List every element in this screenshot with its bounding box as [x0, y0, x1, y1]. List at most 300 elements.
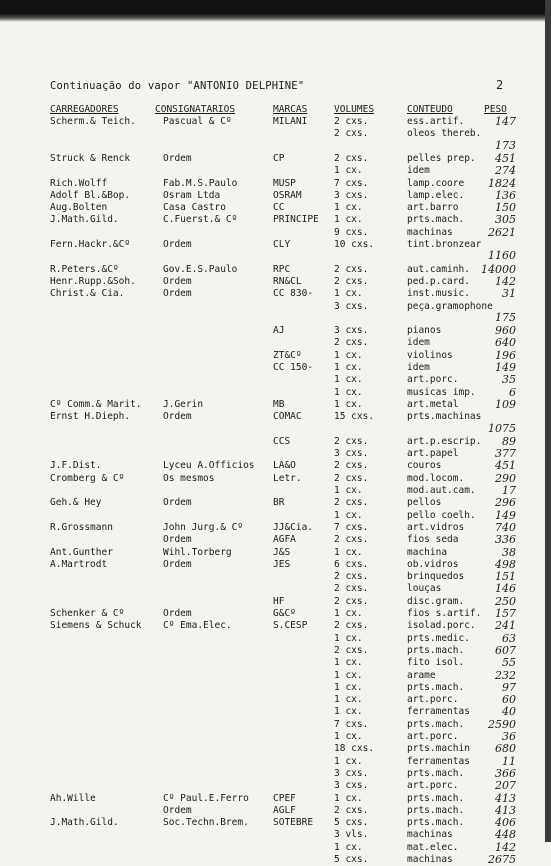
consignatario-cell: C.Fuerst.& Cº [163, 214, 238, 226]
table-row [0, 522, 551, 534]
conteudo-cell: machinas [407, 829, 453, 841]
volumes-cell: 3 cxs. [334, 189, 369, 201]
conteudo-cell: prts.mach. [407, 792, 465, 804]
peso-cell: 151 [495, 570, 516, 584]
conteudo-cell: art.papel [407, 448, 459, 460]
marca-cell: HF [273, 595, 285, 607]
carregador-cell: Rich.Wolff [50, 177, 108, 189]
conteudo-cell: brinquedos [407, 571, 465, 583]
carregador-cell: Cromberg & Cº [50, 472, 125, 484]
carregador-cell: Cº Comm.& Marit. [50, 398, 142, 410]
consignatario-cell: Ordem [163, 275, 192, 287]
peso-cell: 2621 [488, 225, 516, 239]
volumes-cell: 3 cxs. [334, 448, 369, 460]
consignatario-cell: Lyceu A.Officios [163, 460, 255, 472]
peso-cell: 147 [495, 115, 516, 128]
table-row [0, 719, 551, 731]
conteudo-cell: aut.caminh. [407, 263, 470, 275]
peso-cell: 498 [495, 557, 516, 571]
volumes-cell: 7 cxs. [334, 177, 369, 189]
marca-cell: BR [273, 497, 285, 509]
conteudo-cell: prts.machin [407, 743, 470, 755]
marca-cell: S.CESP [273, 620, 308, 632]
column-header-carregadores: CARREGADORES [50, 104, 119, 115]
peso-cell: 11 [502, 754, 516, 768]
marca-cell: G&Cº [273, 608, 296, 619]
volumes-cell: 10 cxs. [334, 239, 375, 250]
marca-cell: CC [273, 202, 285, 214]
peso-cell: 451 [495, 151, 516, 165]
conteudo-cell: isolad.porc. [407, 620, 476, 632]
volumes-cell: 2 cxs. [334, 620, 369, 632]
marca-cell: ZT&Cº [273, 349, 302, 361]
table-row [0, 670, 551, 682]
marca-cell: CCS [273, 435, 291, 447]
carregador-cell: Siemens & Schuck [50, 620, 142, 632]
volumes-cell: 2 cxs. [334, 128, 369, 140]
page-number: 2 [496, 78, 504, 92]
peso-cell: 250 [495, 594, 516, 608]
conteudo-cell: ob.vidros [407, 558, 459, 570]
consignatario-cell: John Jurg.& Cº [163, 521, 244, 533]
peso-cell: 142 [495, 274, 516, 288]
marca-cell: MUSP [273, 177, 296, 189]
table-row [0, 399, 551, 411]
marca-cell: COMAC [273, 411, 302, 423]
conteudo-cell: musicas imp. [407, 386, 476, 398]
conteudo-cell: machinas [407, 226, 453, 238]
volumes-cell: 2 cxs. [334, 804, 369, 816]
table-row [0, 559, 551, 571]
marca-cell: J&S [273, 546, 291, 558]
subtotal-value: 173 [495, 138, 516, 152]
column-header-volumes: VOLUMES [334, 104, 375, 115]
volumes-cell: 5 cxs. [334, 817, 369, 829]
table-row [0, 350, 551, 362]
table-row [0, 645, 551, 657]
volumes-cell: 1 cx. [334, 546, 363, 558]
consignatario-cell: Cº Ema.Elec. [163, 620, 232, 632]
volumes-cell: 2 cxs. [334, 263, 369, 275]
table-row [0, 596, 551, 608]
volumes-cell: 1 cx. [334, 349, 363, 361]
volumes-cell: 2 cxs. [334, 435, 369, 447]
conteudo-cell: prts.machinas [407, 411, 482, 423]
volumes-cell: 7 cxs. [334, 521, 369, 533]
peso-cell: 680 [495, 742, 516, 756]
conteudo-cell: violinos [407, 349, 453, 361]
peso-cell: 6 [509, 385, 516, 399]
conteudo-cell: prts.mach. [407, 718, 465, 730]
table-row [0, 362, 551, 374]
conteudo-cell: fios seda [407, 534, 459, 546]
conteudo-cell: prts.mach. [407, 767, 465, 779]
table-row [0, 842, 551, 854]
consignatario-cell: Ordem [163, 288, 192, 300]
peso-cell: 17 [502, 484, 516, 497]
carregador-cell: J.F.Dist. [50, 460, 102, 472]
volumes-cell: 2 cxs. [334, 644, 369, 656]
marca-cell: AJ [273, 325, 285, 337]
table-row [0, 510, 551, 522]
consignatario-cell: Cº Paul.E.Ferro [163, 792, 249, 804]
volumes-cell: 2 cxs. [334, 116, 369, 127]
volumes-cell: 1 cx. [334, 398, 363, 410]
volumes-cell: 1 cx. [334, 165, 363, 177]
conteudo-cell: ped.p.card. [407, 275, 470, 287]
table-row [0, 473, 551, 485]
table-row [0, 276, 551, 288]
carregador-cell: Schenker & Cº [50, 608, 125, 619]
volumes-cell: 2 cxs. [334, 472, 369, 484]
carregador-cell: Aug.Bolten [50, 202, 108, 214]
marca-cell: RN&CL [273, 275, 302, 287]
consignatario-cell: Gov.E.S.Paulo [163, 263, 238, 275]
peso-cell: 40 [502, 705, 516, 719]
peso-cell: 150 [495, 201, 516, 215]
conteudo-cell: art.porc. [407, 731, 459, 742]
volumes-cell: 1 cx. [334, 214, 363, 226]
volumes-cell: 1 cx. [334, 792, 363, 804]
peso-cell: 366 [495, 766, 516, 780]
table-row [0, 620, 551, 632]
conteudo-cell: machina [407, 546, 448, 558]
marca-cell: AGFA [273, 534, 296, 546]
peso-cell: 296 [495, 496, 516, 510]
peso-cell: 36 [502, 730, 516, 743]
subtotal-value: 175 [495, 310, 516, 324]
volumes-cell: 18 cxs. [334, 743, 375, 755]
conteudo-cell: mod.locom. [407, 472, 465, 484]
marca-cell: AGLF [273, 804, 296, 816]
volumes-cell: 2 cxs. [334, 152, 369, 164]
table-row [0, 214, 551, 226]
volumes-cell: 1 cx. [334, 386, 363, 398]
conteudo-cell: art.porc. [407, 780, 459, 792]
consignatario-cell: Ordem [163, 152, 192, 164]
table-row [0, 387, 551, 399]
table-row [0, 337, 551, 349]
table-row [0, 128, 551, 140]
conteudo-cell: mod.aut.cam. [407, 485, 476, 496]
volumes-cell: 2 cxs. [334, 595, 369, 607]
peso-cell: 607 [495, 643, 516, 657]
table-row [0, 805, 551, 817]
table-row [0, 657, 551, 669]
volumes-cell: 3 cxs. [334, 300, 369, 312]
table-row [0, 817, 551, 829]
conteudo-cell: idem [407, 337, 430, 349]
consignatario-cell: Ordem [163, 558, 192, 570]
consignatario-cell: Os mesmos [163, 472, 215, 484]
marca-cell: CC 830- [273, 288, 314, 300]
table-row [0, 731, 551, 743]
peso-cell: 109 [495, 397, 516, 411]
peso-cell: 55 [502, 656, 516, 670]
carregador-cell: Fern.Hackr.&Cº [50, 239, 131, 250]
table-row [0, 793, 551, 805]
volumes-cell: 1 cx. [334, 731, 363, 742]
peso-cell: 149 [495, 361, 516, 374]
volumes-cell: 1 cx. [334, 288, 363, 300]
peso-cell: 1824 [488, 176, 516, 190]
volumes-cell: 1 cx. [334, 509, 363, 521]
table-row [0, 571, 551, 583]
peso-cell: 2675 [488, 853, 516, 866]
volumes-cell: 9 cxs. [334, 226, 369, 238]
table-row [0, 706, 551, 718]
consignatario-cell: Osram Ltda [163, 189, 221, 201]
peso-cell: 336 [495, 533, 516, 547]
peso-cell: 377 [495, 447, 516, 461]
volumes-cell: 1 cx. [334, 485, 363, 496]
conteudo-cell: ferramentas [407, 706, 470, 718]
conteudo-cell: machinas [407, 854, 453, 865]
volumes-cell: 1 cx. [334, 608, 363, 619]
table-row [0, 116, 551, 128]
conteudo-cell: oleos thereb. [407, 128, 482, 140]
table-row [0, 756, 551, 768]
carregador-cell: Christ.& Cia. [50, 288, 125, 300]
conteudo-cell: disc.gram. [407, 595, 465, 607]
volumes-cell: 3 cxs. [334, 767, 369, 779]
conteudo-cell: inst.music. [407, 288, 470, 300]
volumes-cell: 6 cxs. [334, 558, 369, 570]
conteudo-cell: prts.mach. [407, 817, 465, 829]
table-row [0, 288, 551, 300]
conteudo-cell: pello coelh. [407, 509, 476, 521]
conteudo-cell: art.porc. [407, 694, 459, 706]
subtotal-value: 1160 [488, 249, 516, 263]
peso-cell: 451 [495, 459, 516, 473]
marca-cell: OSRAM [273, 189, 302, 201]
consignatario-cell: Ordem [163, 534, 192, 546]
table-row [0, 460, 551, 472]
carregador-cell: Scherm.& Teich. [50, 116, 136, 127]
consignatario-cell: J.Gerin [163, 398, 204, 410]
marca-cell: JES [273, 558, 291, 570]
peso-cell: 63 [502, 631, 516, 645]
volumes-cell: 3 cxs. [334, 325, 369, 337]
consignatario-cell: Ordem [163, 411, 192, 423]
marca-cell: CLY [273, 239, 291, 250]
scan-top-edge [0, 0, 551, 22]
volumes-cell: 2 cxs. [334, 460, 369, 472]
conteudo-cell: lamp.elec. [407, 189, 465, 201]
table-row [0, 190, 551, 202]
marca-cell: MILANI [273, 116, 308, 127]
marca-cell: MB [273, 398, 285, 410]
conteudo-cell: fito isol. [407, 657, 465, 669]
carregador-cell: J.Math.Gild. [50, 214, 119, 226]
conteudo-cell: art.vidros [407, 521, 465, 533]
consignatario-cell: Ordem [163, 497, 192, 509]
volumes-cell: 2 cxs. [334, 534, 369, 546]
peso-cell: 146 [495, 582, 516, 596]
carregador-cell: J.Math.Gild. [50, 817, 119, 829]
conteudo-cell: louças [407, 583, 442, 595]
conteudo-cell: pelles prep. [407, 152, 476, 164]
table-row [0, 448, 551, 460]
consignatario-cell: Soc.Techn.Brem. [163, 817, 249, 829]
volumes-cell: 2 cxs. [334, 275, 369, 287]
table-row [0, 178, 551, 190]
table-row [0, 301, 551, 313]
conteudo-cell: art.porc. [407, 374, 459, 386]
conteudo-cell: tint.bronzear [407, 239, 482, 250]
column-header-conteudo: CONTEUDO [407, 104, 453, 115]
conteudo-cell: couros [407, 460, 442, 472]
table-row [0, 743, 551, 755]
marca-cell: CP [273, 152, 285, 164]
conteudo-cell: prts.mach. [407, 804, 465, 816]
carregador-cell: R.Grossmann [50, 521, 113, 533]
peso-cell: 406 [495, 816, 516, 830]
subtotal-value: 1075 [488, 421, 516, 435]
volumes-cell: 15 cxs. [334, 411, 375, 423]
volumes-cell: 7 cxs. [334, 718, 369, 730]
peso-cell: 196 [495, 348, 516, 362]
carregador-cell: Ant.Gunther [50, 546, 113, 558]
marca-cell: SOTEBRE [273, 817, 314, 829]
table-row [0, 485, 551, 497]
carregador-cell: Ernst H.Dieph. [50, 411, 131, 423]
marca-cell: PRINCIPE [273, 214, 319, 226]
conteudo-cell: art.metal [407, 398, 459, 410]
peso-cell: 413 [495, 803, 516, 817]
peso-cell: 640 [495, 336, 516, 350]
table-row [0, 854, 551, 866]
table-row [0, 547, 551, 559]
document-title: Continuação do vapor "ANTONIO DELPHINE" [50, 80, 305, 92]
carregador-cell: Struck & Renck [50, 152, 131, 164]
marca-cell: CPEF [273, 792, 296, 804]
peso-cell: 38 [502, 545, 516, 559]
table-row [0, 411, 551, 423]
table-row [0, 829, 551, 841]
peso-cell: 60 [502, 693, 516, 707]
volumes-cell: 3 vls. [334, 829, 369, 841]
marca-cell: LA&O [273, 460, 296, 472]
consignatario-cell: Fab.M.S.Paulo [163, 177, 238, 189]
volumes-cell: 2 cxs. [334, 337, 369, 349]
table-row [0, 325, 551, 337]
table-row [0, 374, 551, 386]
table-row [0, 202, 551, 214]
peso-cell: 232 [495, 668, 516, 682]
peso-cell: 274 [495, 164, 516, 178]
conteudo-cell: pellos [407, 497, 442, 509]
peso-cell: 207 [495, 779, 516, 793]
carregador-cell: Ah.Wille [50, 792, 96, 804]
volumes-cell: 1 cx. [334, 841, 363, 853]
conteudo-cell: peça.gramophone [407, 300, 493, 312]
consignatario-cell: Casa Castro [163, 202, 226, 214]
volumes-cell: 1 cx. [334, 694, 363, 706]
conteudo-cell: prts.mach. [407, 214, 465, 226]
volumes-cell: 1 cx. [334, 202, 363, 214]
peso-cell: 97 [502, 680, 516, 694]
consignatario-cell: Pascual & Cº [163, 116, 232, 127]
marca-cell: Letr. [273, 472, 302, 484]
carregador-cell: A.Martrodt [50, 558, 108, 570]
peso-cell: 448 [495, 828, 516, 842]
peso-cell: 413 [495, 791, 516, 805]
conteudo-cell: art.barro [407, 202, 459, 214]
table-row [0, 633, 551, 645]
table-row [0, 682, 551, 694]
peso-cell: 35 [502, 373, 516, 387]
conteudo-cell: mat.elec. [407, 841, 459, 853]
peso-cell: 136 [495, 188, 516, 202]
column-header-peso: PESO [484, 104, 507, 115]
volumes-cell: 5 cxs. [334, 854, 369, 865]
volumes-cell: 1 cx. [334, 706, 363, 718]
table-row [0, 165, 551, 177]
marca-cell: RPC [273, 263, 291, 275]
peso-cell: 149 [495, 508, 516, 522]
peso-cell: 305 [495, 213, 516, 227]
volumes-cell: 1 cx. [334, 657, 363, 669]
peso-cell: 89 [502, 434, 516, 448]
volumes-cell: 1 cx. [334, 755, 363, 767]
peso-cell: 2590 [488, 717, 516, 731]
peso-cell: 31 [502, 287, 516, 301]
volumes-cell: 1 cx. [334, 374, 363, 386]
peso-cell: 740 [495, 520, 516, 534]
consignatario-cell: Wihl.Torberg [163, 546, 232, 558]
conteudo-cell: idem [407, 165, 430, 177]
conteudo-cell: fios s.artif. [407, 608, 482, 619]
volumes-cell: 3 cxs. [334, 780, 369, 792]
carregador-cell: Henr.Rupp.&Soh. [50, 275, 136, 287]
table-row [0, 239, 551, 251]
volumes-cell: 1 cx. [334, 669, 363, 681]
table-row [0, 497, 551, 509]
conteudo-cell: prts.mach. [407, 681, 465, 693]
volumes-cell: 2 cxs. [334, 583, 369, 595]
table-row [0, 436, 551, 448]
peso-cell: 241 [495, 619, 516, 633]
peso-cell: 14000 [481, 262, 516, 276]
table-row [0, 694, 551, 706]
volumes-cell: 1 cx. [334, 632, 363, 644]
conteudo-cell: prts.mach. [407, 644, 465, 656]
carregador-cell: Adolf Bl.&Bop. [50, 189, 131, 201]
peso-cell: 157 [495, 607, 516, 620]
conteudo-cell: art.p.escrip. [407, 435, 482, 447]
carregador-cell: Geh.& Hey [50, 497, 102, 509]
conteudo-cell: arame [407, 669, 436, 681]
conteudo-cell: ferramentas [407, 755, 470, 767]
marca-cell: CC 150- [273, 362, 314, 373]
consignatario-cell: Ordem [163, 608, 192, 619]
table-row [0, 780, 551, 792]
peso-cell: 960 [495, 324, 516, 338]
table-row [0, 583, 551, 595]
conteudo-cell: prts.medic. [407, 632, 470, 644]
table-row [0, 608, 551, 620]
conteudo-cell: idem [407, 362, 430, 373]
volumes-cell: 1 cx. [334, 362, 363, 373]
volumes-cell: 2 cxs. [334, 571, 369, 583]
conteudo-cell: ess.artif. [407, 116, 465, 127]
table-row [0, 227, 551, 239]
table-row [0, 534, 551, 546]
peso-cell: 290 [495, 471, 516, 485]
column-header-marcas: MARCAS [273, 104, 308, 115]
consignatario-cell: Ordem [163, 239, 192, 250]
